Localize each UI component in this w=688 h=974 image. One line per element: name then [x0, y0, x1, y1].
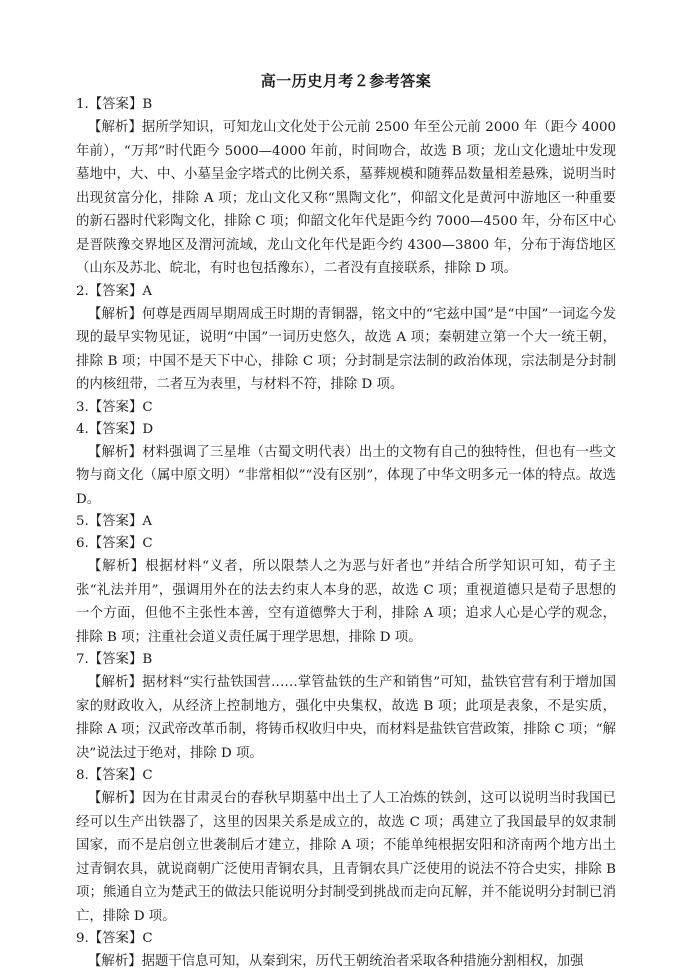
answer-line: 5.【答案】A [76, 514, 153, 529]
explanation-text: 【解析】据题干信息可知，从秦到宋，历代王朝统治者采取各种措施分割相权，加强 [88, 954, 584, 969]
explanation-text: 【解析】据所学知识，可知龙山文化处于公元前 2500 年至公元前 2000 年（距今 4000 年前），“万邦”时代距今 5000—4000 年前，时间吻合，故选 B 项；龙山文化遗址中发现墓地中，大、中、小墓呈金字塔式的比例关系，墓葬规模和随葬品数量相差悬殊，说明当时出现贫富分化，排除 A 项；龙山文化又称“黑陶文化”，仰韶文化是黄河中游地区一种重要的新石器时代彩陶文化，排除 C 项；仰韶文化年代是距今约 7000—4500 年，分布区中心是晋陕豫交界地区及渭河流域，龙山文化年代是距今约 4300—3800 年，分布于海岱地区（山东及苏北、皖北，有时也包括豫东），二者没有直接联系，排除 D 项。 [76, 120, 616, 276]
answer-item-2 [76, 281, 616, 397]
explanation-text: 【解析】根据材料“义者，所以限禁人之为恶与奸者也”并结合所学知识可知，荀子主张“礼法并用”，强调用外在的法去约束人本身的恶，故选 C 项；重视道德只是荀子思想的一个方面，但他不主张性本善，空有道德弊大于利，排除 A 项；追求人心是心学的观念，排除 B 项；注重社会道义责任属于理学思想，排除 D 项。 [76, 559, 616, 645]
answer-line: 7.【答案】B [76, 652, 153, 667]
answer-line: 3.【答案】C [76, 399, 153, 415]
answer-item-7 [76, 649, 616, 765]
answer-item-3 [76, 397, 616, 419]
answer-item-4 [76, 419, 616, 512]
answer-line: 6.【答案】C [76, 536, 153, 551]
answer-line: 4.【答案】D [76, 421, 154, 437]
answer-line: 9.【答案】C [76, 931, 153, 946]
answer-line: 8.【答案】C [76, 768, 153, 783]
explanation-text: 【解析】何尊是西周早期周成王时期的青铜器，铭文中的“宅兹中国”是“中国”一词迄今发现的最早实物见证，说明“中国”一词历史悠久，故选 A 项；秦朝建立第一个大一统王朝，排除 B 项；中国不是天下中心，排除 C 项；分封制是宗法制的政治体现，宗法制是分封制的内核纽带，二者互为表里，与材料不符，排除 D 项。 [76, 306, 616, 392]
answer-line: 1.【答案】B [76, 97, 153, 112]
page-title: 高一历史月考２参考答案 [260, 72, 432, 90]
explanation-text: 【解析】材料强调了三星堆（古蜀文明代表）出土的文物有自己的独特性，但也有一些文物与商文化（属中原文明）“非常相似”“没有区别”，体现了中华文明多元一体的特点。故选 D。 [76, 444, 616, 507]
answer-item-8 [76, 765, 616, 928]
answer-line: 2.【答案】A [76, 283, 153, 299]
answer-item-6 [76, 533, 616, 649]
explanation-text: 【解析】因为在甘肃灵台的春秋早期墓中出土了人工冶炼的铁剑，这可以说明当时我国已经可以生产出铁器了，这里的因果关系是成立的，故选 C 项；禹建立了我国最早的奴隶制国家，而不是启创立世袭制后才建立，排除 A 项；不能单纯根据安阳和济南两个地方出土过青铜农具，就说商朝广泛使用青铜农具，且青铜农具广泛使用的说法不符合史实，排除 B 项；熊通自立为楚武王的做法只能说明分封制受到挑战而走向瓦解，并不能说明分封制已消亡，排除 D 项。 [76, 791, 616, 924]
answer-item-9 [76, 928, 616, 974]
explanation-text: 【解析】据材料“实行盐铁国营……掌管盐铁的生产和销售”可知，盐铁官营有利于增加国家的财政收入，从经济上控制地方，强化中央集权，故选 B 项；此项是表象，不是实质，排除 A 项；汉武帝改革币制，将铸币权收归中央，而材料是盐铁官营政策，排除 C 项；“解决”说法过于绝对，排除 D 项。 [76, 675, 616, 761]
answer-key-page [76, 70, 616, 974]
answer-item-1 [76, 94, 616, 281]
answer-item-5 [76, 511, 616, 533]
